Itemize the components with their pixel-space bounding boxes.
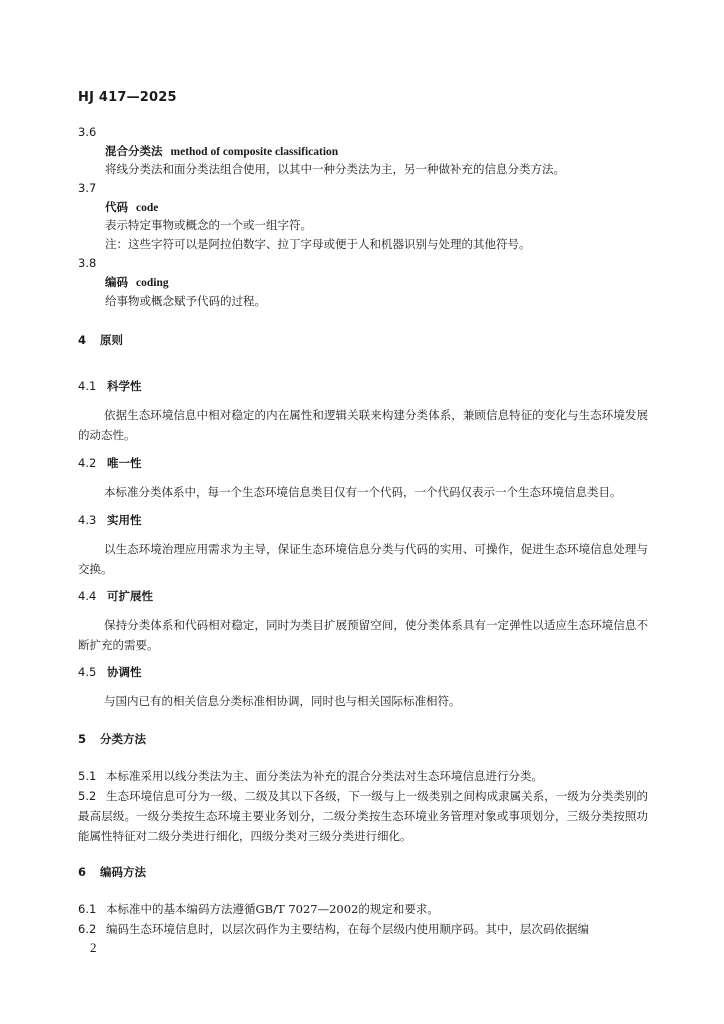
clause-text-4-2: 本标准分类体系中，每一个生态环境信息类目仅有一个代码，一个代码仅表示一个生态环境信息类目。 — [104, 485, 622, 499]
definition-3-8: 给事物或概念赋予代码的过程。 — [105, 294, 266, 308]
clause-heading-4-3: 4.3 实用性 — [78, 513, 142, 527]
section-heading-5: 5 分类方法 — [78, 732, 146, 746]
clause-number-3-6: 3.6 — [78, 125, 97, 139]
term-cn: 代码 — [105, 200, 128, 214]
page-number: 2 — [90, 940, 97, 955]
clause-number-3-8: 3.8 — [78, 256, 97, 270]
definition-3-7: 表示特定事物或概念的一个或一组字符。 — [105, 218, 312, 232]
clause-text-6-2: 6.2 编码生态环境信息时，以层次码作为主要结构，在每个层级内使用顺序码。其中，层次码依据编 — [78, 922, 589, 936]
clause-heading-4-2: 4.2 唯一性 — [78, 456, 142, 470]
clause-text-6-1: 6.1 本标准中的基本编码方法遵循GB/T 7027—2002的规定和要求。 — [78, 902, 439, 916]
term-3-8 — [105, 274, 169, 290]
clause-text-5-2: 5.2 生态环境信息可分为一级、二级及其以下各级，下一级与上一级类别之间构成隶属关系，一级为分类类别的最高层级。一级分类按生态环境主要业务划分，二级分类按生态环境业务管理对象或事项划分，三级分类按照功能属性特征对二级分类进行细化，四级分类对三级分类进行细化。 — [78, 789, 648, 843]
term-cn: 混合分类法 — [105, 144, 163, 158]
definition-3-6: 将线分类法和面分类法组合使用，以其中一种分类法为主，另一种做补充的信息分类方法。 — [105, 162, 565, 176]
clause-text-4-5: 与国内已有的相关信息分类标准相协调，同时也与相关国际标准相符。 — [104, 694, 461, 708]
term-en: coding — [136, 277, 169, 289]
clause-text-5-1: 5.1 本标准采用以线分类法为主、面分类法为补充的混合分类法对生态环境信息进行分类。 — [78, 769, 543, 783]
clause-text-4-4: 保持分类体系和代码相对稳定，同时为类目扩展预留空间，使分类体系具有一定弹性以适应生态环境信息不断扩充的需要。 — [78, 618, 648, 652]
clause-heading-4-4: 4.4 可扩展性 — [78, 589, 153, 603]
term-3-6 — [105, 143, 338, 159]
standard-code: HJ 417—2025 — [78, 90, 177, 105]
section-heading-4: 4 原则 — [78, 333, 123, 347]
term-en: method of composite classification — [170, 146, 339, 158]
term-cn: 编码 — [105, 275, 128, 289]
clause-heading-4-5: 4.5 协调性 — [78, 665, 142, 679]
clause-heading-4-1: 4.1 科学性 — [78, 379, 142, 393]
clause-text-4-3: 以生态环境治理应用需求为主导，保证生态环境信息分类与代码的实用、可操作，促进生态环境信息处理与交换。 — [78, 542, 648, 576]
clause-number-3-7: 3.7 — [78, 181, 97, 195]
term-3-7 — [105, 199, 158, 215]
clause-text-4-1: 依据生态环境信息中相对稳定的内在属性和逻辑关联来构建分类体系，兼顾信息特征的变化与生态环境发展的动态性。 — [78, 408, 648, 442]
note-3-7: 注：这些字符可以是阿拉伯数字、拉丁字母或便于人和机器识别与处理的其他符号。 — [105, 237, 531, 251]
term-en: code — [136, 202, 159, 214]
section-heading-6: 6 编码方法 — [78, 865, 146, 879]
